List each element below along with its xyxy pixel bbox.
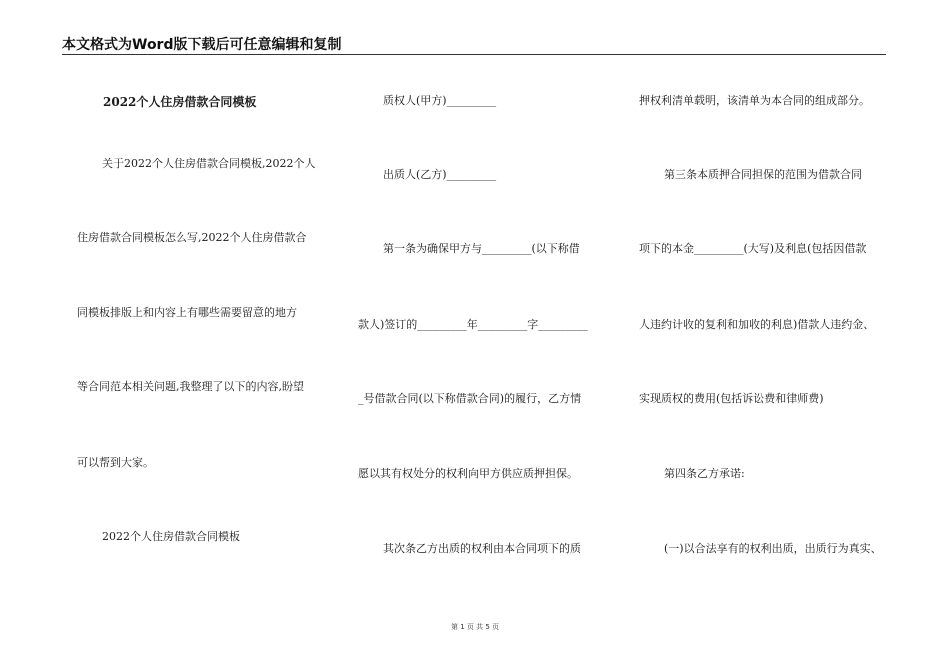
paragraph-line: 第三条本质押合同担保的范围为借款合同: [664, 168, 862, 181]
paragraph-line: 可以帮到大家。: [77, 456, 154, 469]
paragraph-line: (一)以合法享有的权利出质，出质行为真实、: [664, 542, 882, 555]
section-heading: 2022个人住房借款合同模板: [102, 530, 240, 543]
paragraph-line: 押权利清单载明，该清单为本合同的组成部分。: [639, 94, 870, 107]
paragraph-line: 出质人(乙方)_________: [383, 168, 497, 181]
paragraph-line: _号借款合同(以下称借款合同)的履行，乙方情: [358, 392, 582, 405]
paragraph-line: 等合同范本相关问题,我整理了以下的内容,盼望: [77, 380, 304, 393]
paragraph-line: 项下的本金_________(大写)及利息(包括因借款: [639, 242, 867, 255]
header-title: 本文格式为Word版下载后可任意编辑和复制: [62, 37, 342, 53]
document-header: [62, 32, 886, 55]
paragraph-line: 同模板排版上和内容上有哪些需要留意的地方: [77, 306, 297, 319]
paragraph-line: 愿以其有权处分的权利向甲方供应质押担保。: [358, 467, 578, 480]
paragraph-line: 住房借款合同模板怎么写,2022个人住房借款合: [77, 231, 307, 244]
paragraph-line: 其次条乙方出质的权利由本合同项下的质: [383, 542, 581, 555]
paragraph-line: 实现质权的费用(包括诉讼费和律师费): [639, 392, 824, 405]
paragraph-line: 第一条为确保甲方与_________(以下称借: [383, 242, 580, 255]
paragraph-line: 质权人(甲方)_________: [383, 94, 497, 107]
page-number: 第 1 页 共 5 页: [450, 623, 500, 631]
paragraph-line: 关于2022个人住房借款合同模板,2022个人: [102, 157, 316, 170]
paragraph-line: 第四条乙方承诺:: [664, 467, 745, 480]
document-title: 2022个人住房借款合同模板: [103, 95, 257, 109]
paragraph-line: 人违约计收的复利和加收的利息)借款人违约金、: [639, 318, 875, 331]
paragraph-line: 款人)签订的_________年_________字_________: [358, 318, 588, 331]
